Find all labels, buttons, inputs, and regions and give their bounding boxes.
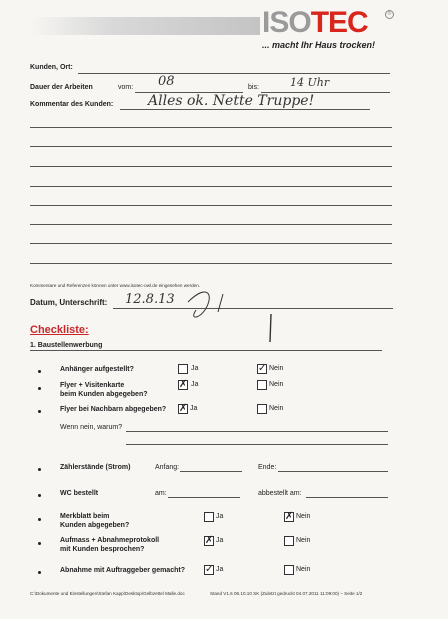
comment-line[interactable]: [30, 243, 392, 244]
abbestellt-label: abbestellt am:: [258, 490, 302, 497]
datum-label: Datum, Unterschrift:: [30, 298, 108, 307]
merkblatt-label-line2: Kunden abgegeben?: [60, 522, 130, 529]
flyer-label-line1: Flyer + Visitenkarte: [60, 382, 125, 389]
ja-label: Ja: [190, 405, 198, 412]
abnahme-label: Abnahme mit Auftraggeber gemacht?: [60, 567, 185, 574]
nein-label: Nein: [269, 365, 284, 372]
bullet: [38, 518, 41, 521]
slogan: ... macht Ihr Haus trocken!: [262, 40, 376, 50]
ende-label: Ende:: [258, 464, 277, 471]
anhaenger-ja-checkbox[interactable]: [178, 364, 188, 374]
bullet: [38, 387, 41, 390]
merkblatt-nein-checkbox[interactable]: ✗: [285, 511, 294, 522]
anhaenger-nein-checkbox[interactable]: ✓: [258, 363, 267, 374]
kunden-ort-field[interactable]: [78, 73, 390, 74]
anfang-label: Anfang:: [155, 464, 180, 471]
abnahme-nein-checkbox[interactable]: [284, 565, 294, 575]
section-title: 1. Baustellenwerbung: [30, 342, 103, 349]
signature-image: [178, 282, 288, 342]
nein-label: Nein: [269, 405, 284, 412]
nachbarn-ja-checkbox[interactable]: ✗: [179, 403, 188, 414]
ja-label: Ja: [216, 513, 224, 520]
isotec-logo: ISOTEC: [262, 6, 368, 39]
dauer-label: Dauer der Arbeiten: [30, 84, 93, 91]
comment-line[interactable]: [30, 263, 392, 264]
aufmass-label-line1: Aufmass + Abnahmeprotokoll: [60, 537, 160, 544]
registered-mark: ®: [385, 10, 394, 19]
comment-line[interactable]: [30, 205, 392, 206]
vom-handwriting: 08: [158, 74, 175, 89]
wenn-nein-label: Wenn nein, warum?: [60, 424, 123, 431]
comment-line[interactable]: [30, 166, 392, 167]
checklist-title: Checkliste:: [30, 324, 89, 336]
merkblatt-label-line1: Merkblatt beim: [60, 513, 110, 520]
footer-stand: Stand V1.6 06.10.10 SK (Zuletzt gedruckt 04.07.2011 11:09:00) – Seite 1/2: [210, 591, 363, 596]
bullet: [38, 370, 41, 373]
comment-line[interactable]: [30, 186, 392, 187]
kommentar-field[interactable]: [120, 109, 370, 110]
nachbarn-nein-checkbox[interactable]: [257, 404, 267, 414]
vom-label: vom:: [118, 84, 134, 91]
ja-label: Ja: [216, 566, 224, 573]
aufmass-label-line2: mit Kunden besprochen?: [60, 546, 145, 553]
aufmass-nein-checkbox[interactable]: [284, 536, 294, 546]
anfang-field[interactable]: [180, 471, 242, 472]
bullet: [38, 542, 41, 545]
bullet: [38, 494, 41, 497]
merkblatt-ja-checkbox[interactable]: [204, 512, 214, 522]
flyer-nein-checkbox[interactable]: [257, 380, 267, 390]
bullet: [38, 468, 41, 471]
nein-label: Nein: [296, 566, 311, 573]
bullet: [38, 410, 41, 413]
section-underline: [30, 350, 382, 351]
wenn-nein-field-2[interactable]: [126, 444, 388, 445]
wc-label: WC bestellt: [60, 490, 99, 497]
comment-line[interactable]: [30, 127, 392, 128]
nein-label: Nein: [296, 513, 311, 520]
comment-line[interactable]: [30, 146, 392, 147]
kunden-ort-label: Kunden, Ort:: [30, 64, 73, 71]
header-band: [30, 17, 260, 35]
ja-label: Ja: [216, 537, 224, 544]
anhaenger-label: Anhänger aufgestellt?: [60, 366, 134, 373]
bullet: [38, 571, 41, 574]
am-label: am:: [155, 490, 167, 497]
ja-label: Ja: [191, 365, 199, 372]
nein-label: Nein: [269, 381, 284, 388]
nein-label: Nein: [296, 537, 311, 544]
comment-line[interactable]: [30, 224, 392, 225]
wenn-nein-field[interactable]: [126, 431, 388, 432]
nachbarn-label: Flyer bei Nachbarn abgegeben?: [60, 406, 167, 413]
abbestellt-field[interactable]: [306, 497, 388, 498]
datum-handwriting: 12.8.13: [125, 292, 175, 307]
ende-field[interactable]: [278, 471, 388, 472]
bis-handwriting: 14 Uhr: [290, 76, 330, 89]
references-note: Kommentare und Referenzen können unter www.isotec-owl.de eingesehen werden.: [30, 283, 201, 288]
abnahme-ja-checkbox[interactable]: ✓: [205, 564, 214, 575]
ja-label: Ja: [191, 381, 199, 388]
footer-path: C:\Dokumente und Einstellungen\Stefan Kapp\Desktop\Gelbzettel Malle.doc: [30, 591, 185, 596]
wc-am-field[interactable]: [168, 497, 240, 498]
flyer-label-line2: beim Kunden abgegeben?: [60, 391, 148, 398]
bis-label: bis:: [248, 84, 259, 91]
aufmass-ja-checkbox[interactable]: ✗: [205, 535, 214, 546]
flyer-ja-checkbox[interactable]: ✗: [179, 379, 188, 390]
zaehler-label: Zählerstände (Strom): [60, 464, 131, 471]
kommentar-handwriting: Alles ok. Nette Truppe!: [148, 93, 315, 109]
kommentar-label: Kommentar des Kunden:: [30, 101, 114, 108]
